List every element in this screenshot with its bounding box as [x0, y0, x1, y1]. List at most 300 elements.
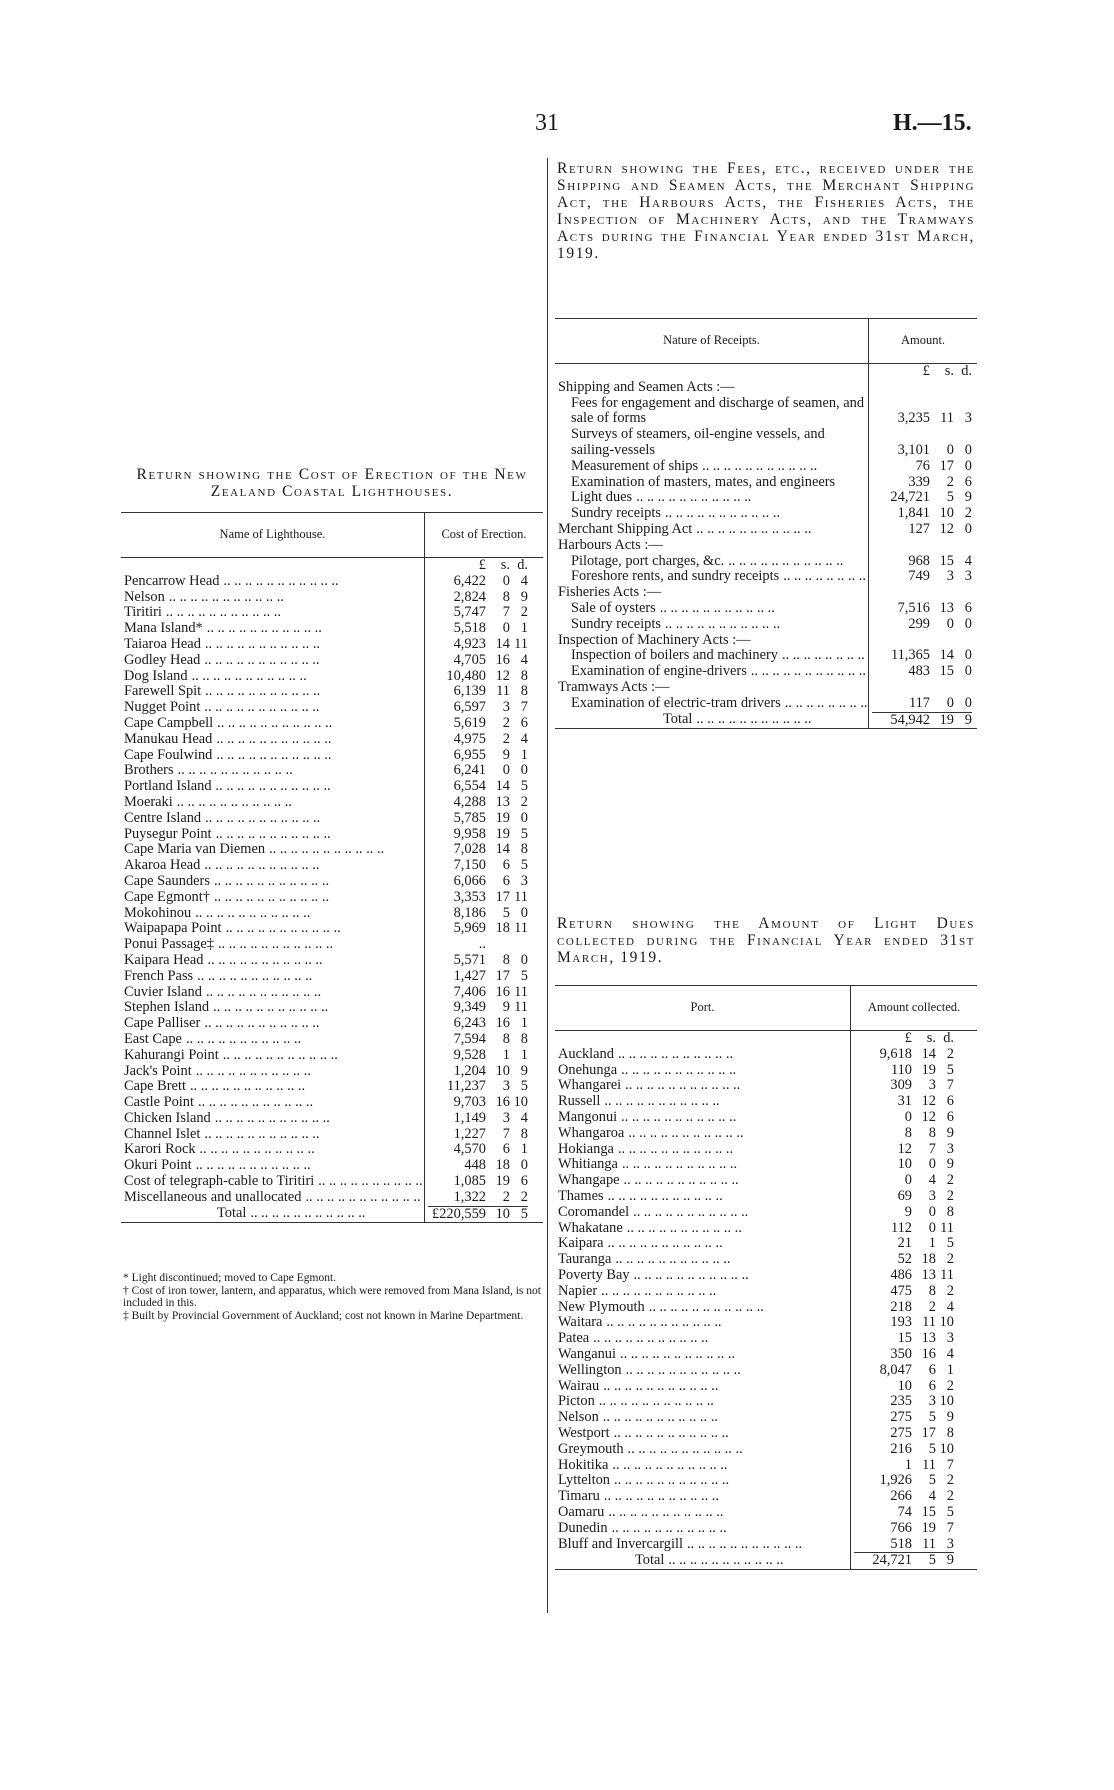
amount-shillings: 17 — [495, 967, 510, 984]
amount-shillings: 15 — [939, 663, 954, 680]
amount-pounds: 6,066 — [453, 872, 486, 889]
lightdues-col-amount: Amount collected. — [851, 986, 978, 1031]
row-label: Russell .. . — [555, 1094, 851, 1110]
amount-pence: 10 — [939, 1393, 954, 1410]
amount-pence: d. — [943, 1030, 954, 1046]
table-row — [555, 664, 977, 680]
amount-shillings: 12 — [939, 520, 954, 537]
amount-pence: 3 — [946, 1140, 954, 1157]
amount-pence: 1 — [520, 1141, 528, 1158]
amount-cell — [851, 1110, 978, 1126]
amount-pounds: 76 — [915, 457, 930, 474]
amount-pence: 2 — [946, 1187, 954, 1204]
table-row — [121, 937, 543, 953]
amount-shillings: 4 — [928, 1172, 936, 1189]
table-row — [121, 779, 543, 795]
row-label: Ponui Passage‡ .. . — [121, 937, 425, 953]
row-label: Cuvier Island .. . — [121, 985, 425, 1001]
table-row — [555, 1521, 977, 1537]
amount-shillings: 12 — [921, 1093, 936, 1110]
total-label: Total .. . — [121, 1206, 425, 1223]
amount-cell — [869, 490, 978, 506]
amount-cell — [425, 558, 544, 574]
table-row — [555, 1489, 977, 1505]
fees-table — [555, 318, 977, 729]
table-row — [555, 1410, 977, 1426]
table-row — [555, 1268, 977, 1284]
amount-cell — [851, 1189, 978, 1205]
amount-pence: 1 — [946, 1361, 954, 1378]
amount-cell — [869, 364, 978, 380]
amount-shillings: 15 — [939, 552, 954, 569]
amount-pence: 6 — [964, 473, 972, 490]
amount-pence: 5 — [946, 1061, 954, 1078]
amount-cell — [425, 953, 544, 969]
table-row — [121, 1048, 543, 1064]
row-label: Mana Island* .. . — [121, 621, 425, 637]
table-row — [555, 522, 977, 538]
amount-cell — [851, 1489, 978, 1505]
amount-cell — [851, 1268, 978, 1284]
amount-pence: 0 — [520, 809, 528, 826]
row-label: Dog Island .. . — [121, 669, 425, 685]
amount-pounds: 5,747 — [453, 604, 486, 621]
amount-pounds: 8,047 — [879, 1361, 912, 1378]
amount-pounds: 7,028 — [453, 841, 486, 858]
amount-pounds: 4,570 — [453, 1141, 486, 1158]
amount-pounds: 11,365 — [890, 647, 930, 664]
amount-cell — [851, 1142, 978, 1158]
row-label: Okuri Point .. . — [121, 1158, 425, 1174]
amount-cell — [425, 795, 544, 811]
amount-pounds: 486 — [890, 1266, 912, 1283]
amount-pounds: 6,241 — [453, 762, 486, 779]
amount-pounds: 2,824 — [453, 588, 486, 605]
amount-pounds: 112 — [890, 1219, 912, 1236]
table-row — [555, 1394, 977, 1410]
amount-pence: 2 — [946, 1251, 954, 1268]
amount-pounds: 6,597 — [453, 699, 486, 716]
row-label: Greymouth .. . — [555, 1442, 851, 1458]
amount-pence: 0 — [964, 520, 972, 537]
table-row — [555, 490, 977, 506]
row-label: Surveys of steamers, oil-engine vessels, and sailing-vessels — [571, 427, 825, 458]
amount-pounds: 968 — [908, 552, 930, 569]
amount-cell — [851, 1126, 978, 1142]
lightdues-col-name: Port. — [555, 986, 851, 1031]
amount-cell — [425, 1000, 544, 1016]
table-row — [555, 601, 977, 617]
amount-shillings: 5 — [928, 1409, 936, 1426]
amount-pounds: 69 — [897, 1187, 912, 1204]
amount-pounds: 475 — [890, 1282, 912, 1299]
table-row — [555, 1442, 977, 1458]
amount-pounds: 117 — [908, 694, 930, 711]
amount-shillings: 5 — [928, 1440, 936, 1457]
amount-pence: 6 — [520, 1173, 528, 1190]
amount-cell — [851, 1047, 978, 1063]
amount-pounds: 110 — [890, 1061, 912, 1078]
amount-shillings: 6 — [928, 1361, 936, 1378]
table-row — [555, 427, 977, 459]
row-label: Cape Campbell .. . — [121, 716, 425, 732]
amount-pence: 7 — [946, 1077, 954, 1094]
amount-cell — [851, 1031, 978, 1047]
rule-cell — [555, 1569, 977, 1570]
table-end-rule — [555, 1569, 977, 1570]
amount-pence: 9 — [946, 1156, 954, 1173]
amount-pounds: 54,942 — [872, 712, 930, 729]
amount-cell — [851, 1458, 978, 1474]
amount-pounds: 1,227 — [453, 1125, 486, 1142]
amount-shillings: 16 — [495, 1094, 510, 1111]
row-label: Cape Maria van Diemen .. . — [121, 842, 425, 858]
amount-pounds: 299 — [908, 615, 930, 632]
amount-cell — [425, 1079, 544, 1095]
row-label: Dunedin .. . — [555, 1521, 851, 1537]
amount-shillings: 19 — [921, 1519, 936, 1536]
amount-pounds: 10 — [897, 1377, 912, 1394]
amount-cell — [425, 1190, 544, 1206]
amount-pounds: 766 — [890, 1519, 912, 1536]
table-row — [555, 633, 977, 649]
table-row — [121, 653, 543, 669]
amount-pounds: 9 — [904, 1203, 912, 1220]
table-row — [555, 1458, 977, 1474]
amount-pounds: 3,101 — [897, 441, 930, 458]
amount-shillings: 11 — [940, 410, 954, 427]
amount-cell — [869, 680, 978, 696]
row-label: Fees for engagement and discharge of seamen, and sale of forms — [571, 395, 865, 427]
amount-shillings: 12 — [495, 667, 510, 684]
amount-cell — [869, 712, 978, 729]
amount-shillings: 14 — [939, 647, 954, 664]
amount-cell — [869, 601, 978, 617]
amount-shillings: 7 — [502, 604, 510, 621]
table-row — [121, 874, 543, 890]
row-label: Nugget Point .. . — [121, 700, 425, 716]
amount-pounds: 235 — [890, 1393, 912, 1410]
amount-cell — [851, 1410, 978, 1426]
table-row — [555, 1284, 977, 1300]
amount-pence: 2 — [946, 1377, 954, 1394]
amount-pounds: 4,705 — [453, 651, 486, 668]
amount-pence: 11 — [514, 999, 528, 1016]
amount-cell — [869, 396, 978, 428]
amount-shillings: 6 — [502, 857, 510, 874]
amount-pence: 5 — [510, 1206, 528, 1223]
amount-shillings: 13 — [921, 1330, 936, 1347]
amount-cell — [851, 1552, 978, 1569]
table-row — [121, 716, 543, 732]
total-row — [121, 1206, 543, 1223]
amount-pence: 3 — [964, 410, 972, 427]
table-row — [121, 700, 543, 716]
amount-pence: 4 — [520, 1109, 528, 1126]
table-row — [555, 1473, 977, 1489]
amount-shillings: 0 — [928, 1203, 936, 1220]
row-label: Nelson .. . — [555, 1410, 851, 1426]
table-row — [121, 1000, 543, 1016]
amount-pence: 7 — [946, 1456, 954, 1473]
amount-shillings: 6 — [502, 1141, 510, 1158]
table-row — [121, 985, 543, 1001]
amount-shillings: 6 — [502, 872, 510, 889]
amount-pence: 2 — [946, 1472, 954, 1489]
amount-shillings: 12 — [921, 1108, 936, 1125]
amount-pence: 10 — [939, 1314, 954, 1331]
row-label: Examination of engine-drivers .. . — [555, 664, 869, 680]
amount-pence: 0 — [520, 1157, 528, 1174]
amount-cell — [851, 1347, 978, 1363]
amount-pence: 1 — [520, 620, 528, 637]
amount-shillings: 18 — [921, 1251, 936, 1268]
amount-pounds: 8,186 — [453, 904, 486, 921]
amount-pounds: 10,480 — [446, 667, 486, 684]
amount-pence: d. — [517, 557, 528, 573]
amount-pence: 3 — [520, 872, 528, 889]
table-row — [555, 380, 977, 396]
amount-cell — [851, 1094, 978, 1110]
row-label: Onehunga .. . — [555, 1063, 851, 1079]
amount-cell — [425, 653, 544, 669]
amount-shillings: 0 — [928, 1156, 936, 1173]
amount-pence: 6 — [520, 714, 528, 731]
table-row — [555, 1157, 977, 1173]
amount-pounds: 1,085 — [453, 1173, 486, 1190]
table-row — [555, 1236, 977, 1252]
table-row — [121, 1079, 543, 1095]
amount-pence: 11 — [514, 920, 528, 937]
row-label: Sundry receipts .. . — [555, 617, 869, 633]
amount-cell — [425, 1016, 544, 1032]
amount-pence: 4 — [520, 730, 528, 747]
amount-pence: 8 — [946, 1424, 954, 1441]
units-spacer — [555, 1031, 851, 1047]
amount-shillings: 9 — [502, 746, 510, 763]
amount-shillings: 2 — [946, 473, 954, 490]
amount-shillings: 13 — [939, 599, 954, 616]
row-label: Cape Foulwind .. . — [121, 748, 425, 764]
amount-cell — [425, 1127, 544, 1143]
table-row — [121, 795, 543, 811]
amount-pounds: 4,975 — [453, 730, 486, 747]
amount-pence: 3 — [946, 1535, 954, 1552]
amount-cell — [851, 1252, 978, 1268]
amount-shillings: 17 — [495, 888, 510, 905]
table-end-rule — [555, 728, 977, 729]
table-row — [121, 1142, 543, 1158]
amount-cell — [425, 1111, 544, 1127]
amount-pounds: 24,721 — [890, 489, 930, 506]
row-label: Tramways Acts :— — [558, 679, 670, 695]
amount-cell — [425, 1206, 544, 1223]
amount-shillings: 10 — [939, 505, 954, 522]
table-row — [121, 921, 543, 937]
row-label: Harbours Acts :— — [558, 537, 663, 553]
amount-cell — [851, 1473, 978, 1489]
row-label: Napier .. . — [555, 1284, 851, 1300]
amount-cell — [851, 1394, 978, 1410]
amount-shillings: 19 — [921, 1061, 936, 1078]
amount-cell — [425, 1158, 544, 1174]
table-row — [121, 763, 543, 779]
amount-shillings: 11 — [922, 1535, 936, 1552]
lighthouse-footnotes — [123, 1272, 541, 1322]
table-row — [121, 590, 543, 606]
row-label: French Pass .. . — [121, 969, 425, 985]
amount-shillings: 4 — [928, 1488, 936, 1505]
amount-pence: 5 — [520, 857, 528, 874]
row-label: Measurement of ships .. . — [555, 459, 869, 475]
table-row — [555, 1047, 977, 1063]
page-number: 31 — [535, 110, 559, 136]
total-label: Total .. . — [555, 1552, 851, 1569]
row-label: Examination of electric-tram drivers .. . — [555, 696, 869, 712]
amount-pounds: £ — [904, 1030, 912, 1046]
table-row — [121, 1190, 543, 1206]
lighthouse-title: Return showing the Cost of Erection of the New Zealand Coastal Lighthouses. — [136, 466, 528, 500]
amount-shillings: 0 — [928, 1219, 936, 1236]
amount-shillings: 13 — [495, 793, 510, 810]
amount-pence: 9 — [520, 1062, 528, 1079]
table-row — [555, 1505, 977, 1521]
lightdues-title: Return showing the Amount of Light Dues collected during the Financial Year ended 31st March, 1919. — [557, 915, 975, 966]
amount-shillings: 0 — [946, 441, 954, 458]
amount-pence: 9 — [936, 1552, 954, 1569]
amount-pounds: 309 — [890, 1077, 912, 1094]
amount-cell — [851, 1379, 978, 1395]
lighthouse-table — [121, 512, 543, 1223]
amount-pence: 2 — [946, 1282, 954, 1299]
amount-shillings: 17 — [939, 457, 954, 474]
table-row — [555, 1252, 977, 1268]
amount-pence: 4 — [946, 1345, 954, 1362]
amount-cell — [425, 937, 544, 953]
amount-pounds: 7,406 — [453, 983, 486, 1000]
amount-shillings: 5 — [912, 1552, 936, 1569]
amount-pounds: 5,571 — [453, 951, 486, 968]
row-label: Sale of oysters .. . — [555, 601, 869, 617]
amount-pounds: 5,969 — [453, 920, 486, 937]
amount-pounds: £ — [478, 557, 486, 573]
amount-shillings: 10 — [486, 1206, 510, 1223]
amount-shillings: 11 — [922, 1456, 936, 1473]
amount-cell — [425, 1064, 544, 1080]
amount-cell — [851, 1284, 978, 1300]
amount-shillings: 5 — [502, 904, 510, 921]
amount-shillings: 2 — [502, 730, 510, 747]
amount-pence: 2 — [964, 505, 972, 522]
amount-cell — [851, 1426, 978, 1442]
amount-pounds: 3,235 — [897, 410, 930, 427]
amount-cell — [425, 637, 544, 653]
row-label: Godley Head .. . — [121, 653, 425, 669]
row-label: Light dues .. . — [555, 490, 869, 506]
amount-cell — [869, 617, 978, 633]
amount-pence: 4 — [520, 572, 528, 589]
amount-cell — [869, 538, 978, 554]
table-row — [121, 953, 543, 969]
row-label: Taiaroa Head .. . — [121, 637, 425, 653]
amount-shillings: 15 — [921, 1503, 936, 1520]
amount-shillings: 3 — [928, 1187, 936, 1204]
row-label: Wellington .. . — [555, 1363, 851, 1379]
amount-shillings: 0 — [502, 572, 510, 589]
row-label: Shipping and Seamen Acts :— — [558, 379, 735, 395]
amount-pounds: 74 — [897, 1503, 912, 1520]
amount-pence: 9 — [520, 588, 528, 605]
row-label: Kahurangi Point .. . — [121, 1048, 425, 1064]
amount-shillings: 19 — [495, 825, 510, 842]
amount-shillings: 16 — [495, 651, 510, 668]
row-label: Whangape .. . — [555, 1173, 851, 1189]
amount-pounds: 1,427 — [453, 967, 486, 984]
row-label: Pilotage, port charges, &c. .. . — [555, 554, 869, 570]
table-row — [555, 554, 977, 570]
amount-pence: 8 — [520, 841, 528, 858]
amount-pence: 11 — [514, 635, 528, 652]
table-row — [555, 569, 977, 585]
row-label: Castle Point .. . — [121, 1095, 425, 1111]
amount-pence: 5 — [520, 778, 528, 795]
row-label: Kaipara .. . — [555, 1236, 851, 1252]
amount-cell — [425, 763, 544, 779]
row-label: Kaipara Head .. . — [121, 953, 425, 969]
row-label: Bluff and Invercargill .. . — [555, 1537, 851, 1553]
amount-shillings: 9 — [502, 999, 510, 1016]
amount-pounds: 3,353 — [453, 888, 486, 905]
units-row — [555, 364, 977, 380]
row-label: Wairau .. . — [555, 1379, 851, 1395]
units-spacer — [555, 364, 869, 380]
amount-cell — [851, 1331, 978, 1347]
amount-cell — [851, 1363, 978, 1379]
amount-cell — [425, 621, 544, 637]
fees-title: Return showing the Fees, etc., received under the Shipping and Seamen Acts, the Merchant Shipping Act, the Harbours Acts, the Fisheries Acts, the Inspection of Machinery Acts, and the Tramways Acts during the Financial Year ended 31st March, 1919. — [557, 160, 975, 262]
amount-cell — [869, 554, 978, 570]
amount-shillings: 18 — [495, 1157, 510, 1174]
row-label: Foreshore rents, and sundry receipts .. . — [555, 569, 869, 585]
amount-pounds: 7,594 — [453, 1030, 486, 1047]
amount-cell — [425, 700, 544, 716]
amount-shillings: 8 — [928, 1282, 936, 1299]
table-row — [555, 1300, 977, 1316]
amount-shillings: 5 — [928, 1472, 936, 1489]
row-label: Pencarrow Head .. . — [121, 574, 425, 590]
amount-pounds: 12 — [897, 1140, 912, 1157]
amount-shillings: 17 — [921, 1424, 936, 1441]
amount-pence: 5 — [946, 1503, 954, 1520]
amount-pounds: 1,926 — [879, 1472, 912, 1489]
amount-cell — [851, 1078, 978, 1094]
amount-pounds: 4,288 — [453, 793, 486, 810]
amount-cell — [851, 1173, 978, 1189]
amount-pence: 7 — [946, 1519, 954, 1536]
table-row — [121, 732, 543, 748]
amount-pounds: 518 — [890, 1535, 912, 1552]
footnote: ‡ Built by Provincial Government of Auckland; cost not known in Marine Department. — [123, 1309, 524, 1322]
amount-cell — [869, 633, 978, 649]
amount-cell — [425, 811, 544, 827]
table-row — [121, 1127, 543, 1143]
amount-cell — [869, 696, 978, 712]
amount-pence: 11 — [514, 888, 528, 905]
amount-shillings: 19 — [495, 809, 510, 826]
row-label: Wanganui .. . — [555, 1347, 851, 1363]
amount-shillings: 0 — [946, 694, 954, 711]
row-label: Channel Islet .. . — [121, 1127, 425, 1143]
